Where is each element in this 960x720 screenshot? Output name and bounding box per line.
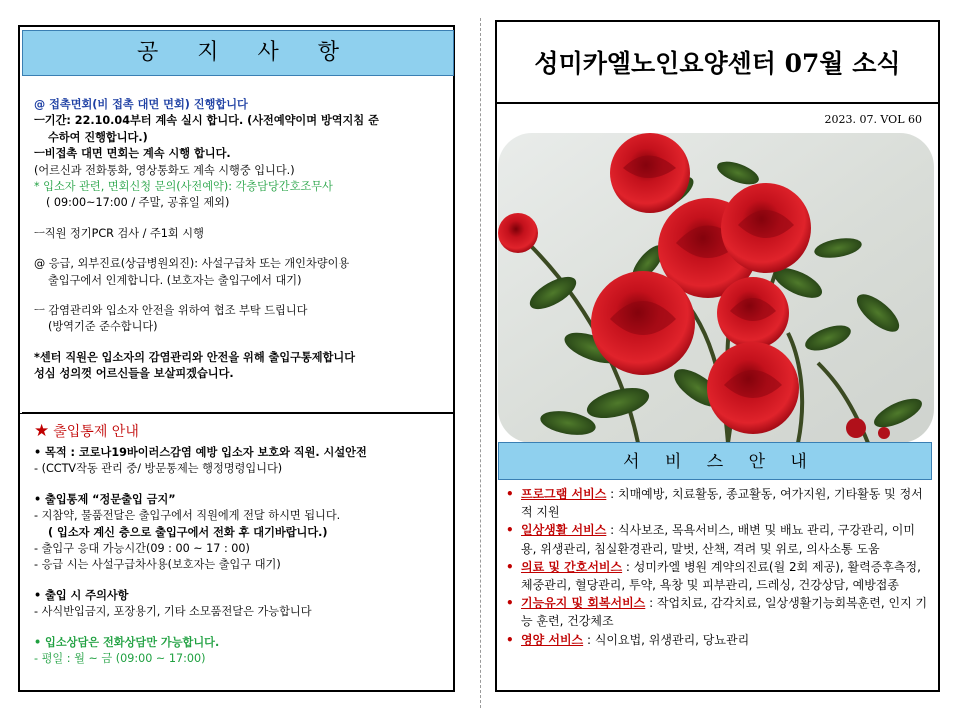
notice-line: @ 응급, 외부진료(상급병원외진): 사설구급차 또는 개인차량이용 — [34, 257, 350, 271]
service-item — [504, 485, 929, 521]
service-item — [504, 631, 929, 649]
section-divider — [20, 413, 454, 414]
service-title: 서 비 스 안 내 — [623, 452, 817, 472]
notice-line: ( 09:00~17:00 / 주말, 공휴일 제외) — [46, 196, 230, 210]
star-icon: ★ — [34, 420, 50, 441]
service-item-label: 일상생활 서비스 — [521, 523, 607, 538]
access-control-body — [34, 445, 446, 667]
notice-line: 성심 성의껏 어르신들을 보살피겠습니다. — [34, 367, 234, 381]
control-line: • 목적 : 코로나19바이러스감염 예방 입소자 보호와 직원. 시설안전 — [34, 446, 367, 459]
access-control-heading — [34, 421, 139, 441]
notice-line: ㅡ 감염관리와 입소자 안전을 위하여 협조 부탁 드립니다 — [34, 304, 308, 318]
service-item-label: 영양 서비스 — [521, 632, 584, 647]
notice-line: @ 접촉면회(비 접촉 대면 면회) 진행합니다 — [34, 98, 248, 111]
access-control-title: 출입통제 안내 — [53, 424, 139, 440]
notice-body — [34, 97, 446, 383]
control-line: ( 입소자 계신 층으로 출입구에서 전화 후 대기바랍니다.) — [48, 525, 328, 539]
control-line: • 입소상담은 전화상담만 가능합니다. — [34, 635, 220, 649]
notice-line: (방역기준 준수합니다) — [48, 320, 158, 334]
service-item-label: 프로그램 서비스 — [521, 487, 607, 501]
notice-line: 수하여 진행합니다.) — [48, 130, 148, 144]
service-item — [504, 558, 929, 594]
service-item-text: : 식사보조, 목욕서비스, 배변 및 배뇨 관리, 구강관리, 이미용, 위생관리, 침실환경관리, 말벗, 산책, 격려 및 위로, 의사소통 도움 — [521, 523, 915, 556]
volume-label: 2023. 07. VOL 60 — [824, 113, 922, 126]
service-item-text: : 성미카엘 병원 계약의진료(월 2회 제공), 활력증후측정, 체중관리, 혈당관리, 투약, 욕창 및 피부관리, 드레싱, 건강상담, 예방접종 — [521, 559, 921, 593]
notice-line: ㅡ비접촉 대면 면회는 계속 시행 합니다. — [34, 147, 231, 161]
control-line: - 응급 시는 사설구급차사용(보호자는 출입구 대기) — [34, 558, 281, 572]
service-item-label: 기능유지 및 회복서비스 — [521, 596, 646, 611]
service-item-label: 의료 및 간호서비스 — [521, 559, 623, 574]
service-list — [504, 485, 929, 649]
control-line: - 사식반입금지, 포장용기, 기타 소모품전달은 가능합니다 — [34, 605, 312, 619]
newsletter-title: 성미카엘노인요양센터 07월 소식 — [534, 49, 901, 78]
control-line: • 출입통제 “정문출입 금지” — [34, 492, 176, 506]
notice-line: 출입구에서 인계합니다. (보호자는 출입구에서 대기) — [48, 273, 302, 287]
red-roses-photo — [498, 133, 934, 443]
service-item-text: : 식이요법, 위생관리, 당뇨관리 — [583, 632, 750, 647]
control-line: - (CCTV작동 관리 중/ 방문통제는 행정명령입니다) — [34, 462, 283, 476]
control-line: • 출입 시 주의사항 — [34, 588, 129, 602]
control-line: - 평일 : 월 ~ 금 (09:00 ~ 17:00) — [34, 652, 206, 666]
service-item-text: : 작업치료, 감각치료, 일상생활기능회복훈련, 인지 기능 훈련, 건강체조 — [521, 596, 928, 629]
notice-title: 공 지 사 항 — [137, 40, 355, 65]
control-line: - 출입구 응대 가능시간(09 : 00 ~ 17 : 00) — [34, 542, 250, 556]
service-item — [504, 521, 929, 557]
notice-line: ㅡ직원 정기PCR 검사 / 주1회 시행 — [34, 226, 204, 240]
control-line: - 지참약, 물품전달은 출입구에서 직원에게 전달 하시면 됩니다. — [34, 509, 341, 523]
notice-line: (어르신과 전화통화, 영상통화도 계속 시행중 입니다.) — [34, 163, 295, 177]
notice-line: *센터 직원은 입소자의 감염관리와 안전을 위해 출입구통제합니다 — [34, 350, 356, 364]
service-item — [504, 594, 929, 630]
notice-line: ㅡ기간: 22.10.04부터 계속 실시 합니다. (사전예약이며 방역지침 준 — [34, 114, 379, 128]
service-item-text: : 치매예방, 치료활동, 종교활동, 여가지원, 기타활동 및 정서적 지원 — [521, 487, 923, 520]
notice-line: * 입소자 관련, 면회신청 문의(사전예약): 각층담당간호조무사 — [34, 180, 333, 194]
fold-line — [480, 18, 481, 708]
